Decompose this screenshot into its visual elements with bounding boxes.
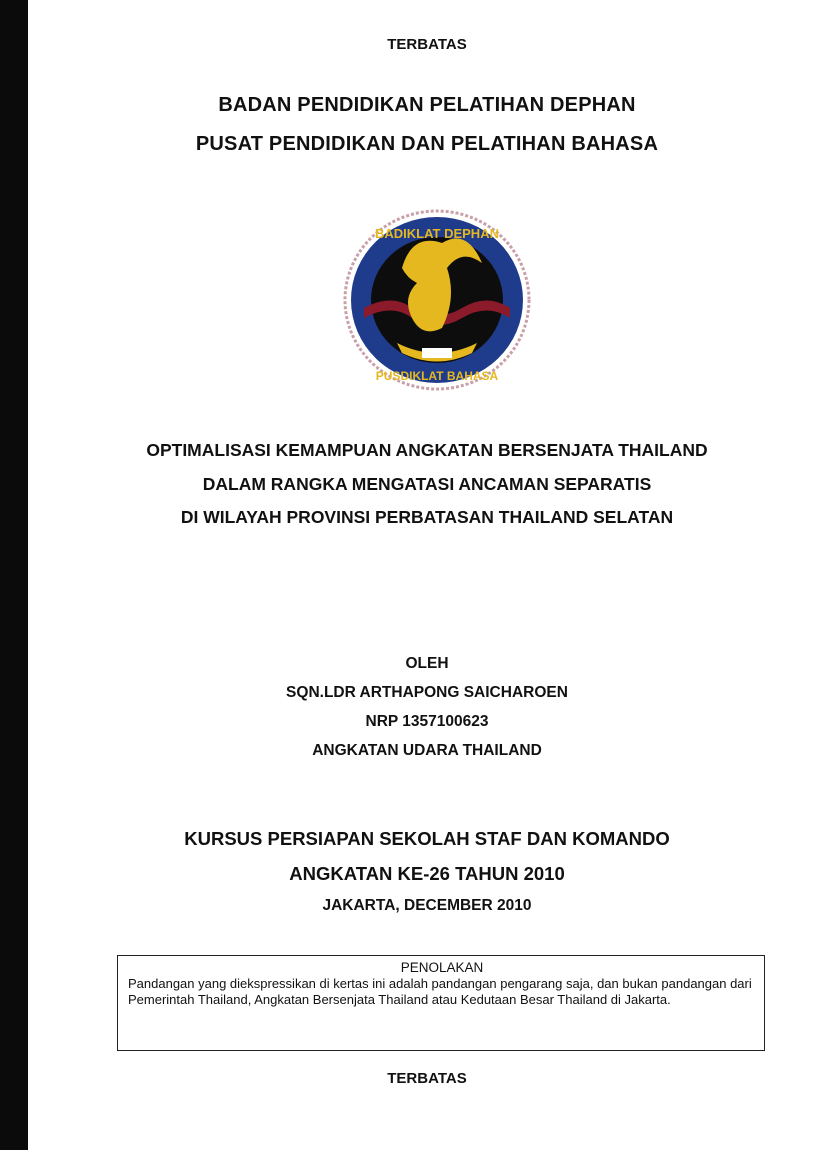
svg-text:PUSDIKLAT BAHASA: PUSDIKLAT BAHASA <box>375 369 499 383</box>
svg-text:BADIKLAT DEPHAN: BADIKLAT DEPHAN <box>375 226 499 241</box>
title-line-2: DALAM RANGKA MENGATASI ANCAMAN SEPARATIS <box>202 474 652 494</box>
title-line-3: DI WILAYAH PROVINSI PERBATASAN THAILAND SELATAN <box>180 507 674 527</box>
place-date: JAKARTA, DECEMBER 2010 <box>322 897 532 914</box>
course-line-2: ANGKATAN KE-26 TAHUN 2010 <box>289 863 565 884</box>
disclaimer-text: Pandangan yang diekspressikan di kertas ini adalah pandangan pengarang saja, dan bukan pandangan dari Pemerintah Thailand, Angkatan Bersenjata Thailand atau Kedutaan Besar Thailand di Jakarta. <box>128 976 752 1007</box>
scan-binding-edge <box>0 0 28 1150</box>
author-unit: ANGKATAN UDARA THAILAND <box>312 742 542 759</box>
pusdiklat-seal-logo <box>342 208 532 393</box>
course-line-1: KURSUS PERSIAPAN SEKOLAH STAF DAN KOMANDO <box>184 828 670 849</box>
title-line-1: OPTIMALISASI KEMAMPUAN ANGKATAN BERSENJATA THAILAND <box>146 440 708 460</box>
disclaimer-box <box>117 955 765 1051</box>
author-by: OLEH <box>405 655 449 672</box>
institution-line-1: BADAN PENDIDIKAN PELATIHAN DEPHAN <box>218 94 636 116</box>
disclaimer-heading: PENOLAKAN <box>400 960 484 975</box>
classification-bottom: TERBATAS <box>387 1070 467 1087</box>
author-name: SQN.LDR ARTHAPONG SAICHAROEN <box>286 684 568 701</box>
institution-line-2: PUSAT PENDIDIKAN DAN PELATIHAN BAHASA <box>195 133 659 155</box>
author-nrp: NRP 1357100623 <box>365 713 489 730</box>
classification-top: TERBATAS <box>387 36 467 53</box>
